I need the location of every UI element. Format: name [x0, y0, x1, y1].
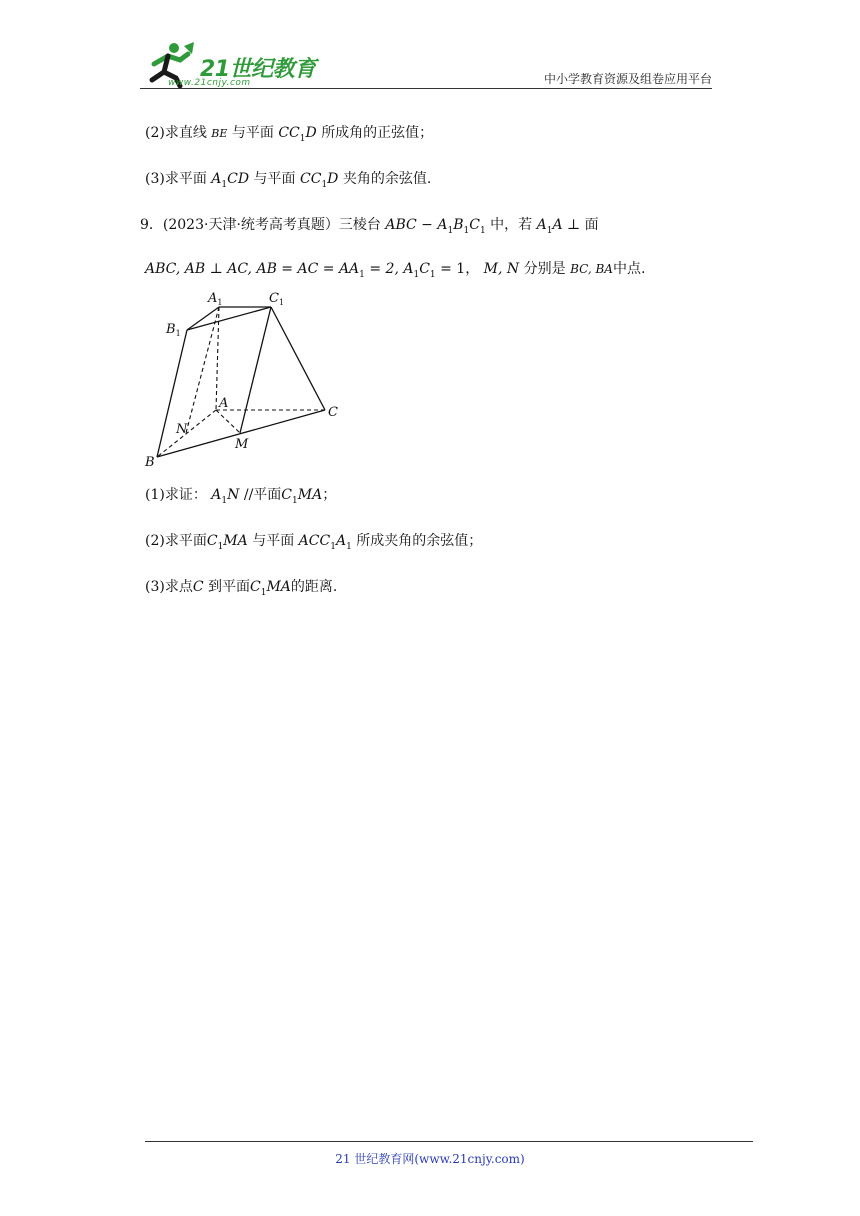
text: 与平面: [253, 171, 296, 187]
subscript: 1: [359, 269, 365, 280]
subscript: 1: [479, 225, 486, 236]
text: 与平面: [252, 533, 295, 549]
math-be: BE: [211, 127, 228, 140]
logo-text: 21世纪教育: [200, 57, 316, 82]
math: N: [227, 487, 240, 503]
edge-am: [216, 410, 240, 433]
label-m: M: [235, 437, 249, 452]
math: ABC, AB ⊥ AC, AB = AC = AA: [145, 261, 360, 277]
text: 9．(2023·天津·统考高考真题）三棱台: [140, 217, 381, 233]
text: 中点.: [612, 261, 646, 277]
label-c: C: [328, 405, 338, 420]
subscript: 1: [321, 179, 328, 190]
math: ABC: [385, 217, 417, 233]
math: A: [335, 533, 347, 549]
math: MA: [223, 533, 248, 549]
question-part-3-line: [145, 168, 431, 190]
edge-b1b: [157, 330, 187, 457]
text: 到平面: [208, 579, 251, 595]
footer-link[interactable]: 21 世纪教育网(www.21cnjy.com): [335, 1152, 525, 1166]
text: 的距离.: [290, 579, 338, 595]
subscript: 1: [221, 179, 228, 190]
label-a1: $A_1$: [208, 291, 223, 307]
text: (1)求证：: [145, 487, 207, 503]
math-cc: CC: [278, 125, 300, 141]
subscript: 1: [260, 587, 267, 598]
text: ，: [465, 261, 480, 277]
text: //平面: [239, 487, 282, 503]
edge-c1c: [271, 307, 325, 410]
subscript: 1: [292, 495, 298, 506]
math: = 2, A: [364, 261, 414, 277]
label-b: B: [145, 455, 155, 470]
subscript: 1: [330, 541, 336, 552]
text: (2)求直线: [145, 125, 207, 141]
math: MA: [266, 579, 291, 595]
page-header: [140, 40, 712, 92]
math: B: [453, 217, 464, 233]
text: 夹角的余弦值.: [342, 171, 432, 187]
subscript: 1: [429, 269, 436, 280]
subscript: 1: [221, 495, 228, 506]
math: C: [469, 217, 480, 233]
footer-divider: [145, 1141, 753, 1142]
question-part-2-line: [145, 122, 433, 144]
math: C: [206, 533, 218, 549]
label-c1: $C_1$: [269, 291, 285, 307]
edge-b1a1: [187, 307, 219, 330]
subscript: 1: [546, 225, 553, 236]
math: ACC: [298, 533, 331, 549]
label-n: N: [176, 422, 188, 437]
math: A: [536, 217, 547, 233]
text: (3)求平面: [145, 171, 207, 187]
math: C: [192, 579, 204, 595]
math-d: D: [305, 125, 317, 141]
logo: [140, 40, 340, 92]
part-3-line: [145, 576, 337, 598]
subscript: 1: [299, 133, 306, 144]
text: 所成夹角的余弦值；: [356, 533, 483, 549]
label-b1: $B_1$: [166, 322, 181, 338]
math: C: [281, 487, 293, 503]
math-a: A: [211, 171, 222, 187]
math: M, N: [483, 261, 520, 277]
logo-url: www.21cnjy.com: [168, 78, 251, 88]
math-d: D: [327, 171, 339, 187]
edge-c1m: [240, 307, 271, 433]
math: A: [211, 487, 222, 503]
text: ⊥ 面: [562, 217, 599, 233]
header-platform-text: 中小学教育资源及组卷应用平台: [543, 72, 712, 86]
text: 与平面: [231, 125, 274, 141]
math: A: [552, 217, 563, 233]
math: BC, BA: [570, 262, 613, 276]
text: 中，若: [490, 217, 533, 233]
math: = 1: [435, 261, 466, 277]
text: 分别是: [523, 261, 566, 277]
text: ；: [322, 487, 337, 503]
text: (2)求平面: [145, 533, 207, 549]
math-cd: CD: [227, 171, 250, 187]
question-9-line-2: [145, 258, 645, 280]
part-1-line: [145, 484, 336, 506]
edge-b1c1: [187, 307, 271, 330]
math-cc: CC: [300, 171, 322, 187]
subscript: 1: [463, 225, 470, 236]
math: −: [416, 217, 438, 233]
subscript: 1: [346, 541, 352, 552]
text: 所成角的正弦值；: [321, 125, 434, 141]
text: (3)求点: [145, 579, 193, 595]
label-a: A: [219, 396, 229, 411]
math: C: [419, 261, 430, 277]
math: C: [250, 579, 261, 595]
frustum-diagram: [140, 285, 360, 475]
question-9-line-1: [140, 214, 599, 236]
header-divider: [140, 88, 712, 89]
subscript: 1: [447, 225, 454, 236]
subscript: 1: [413, 269, 420, 280]
math: MA: [297, 487, 323, 503]
subscript: 1: [217, 541, 224, 552]
math: A: [437, 217, 448, 233]
part-2-line: [145, 530, 482, 552]
